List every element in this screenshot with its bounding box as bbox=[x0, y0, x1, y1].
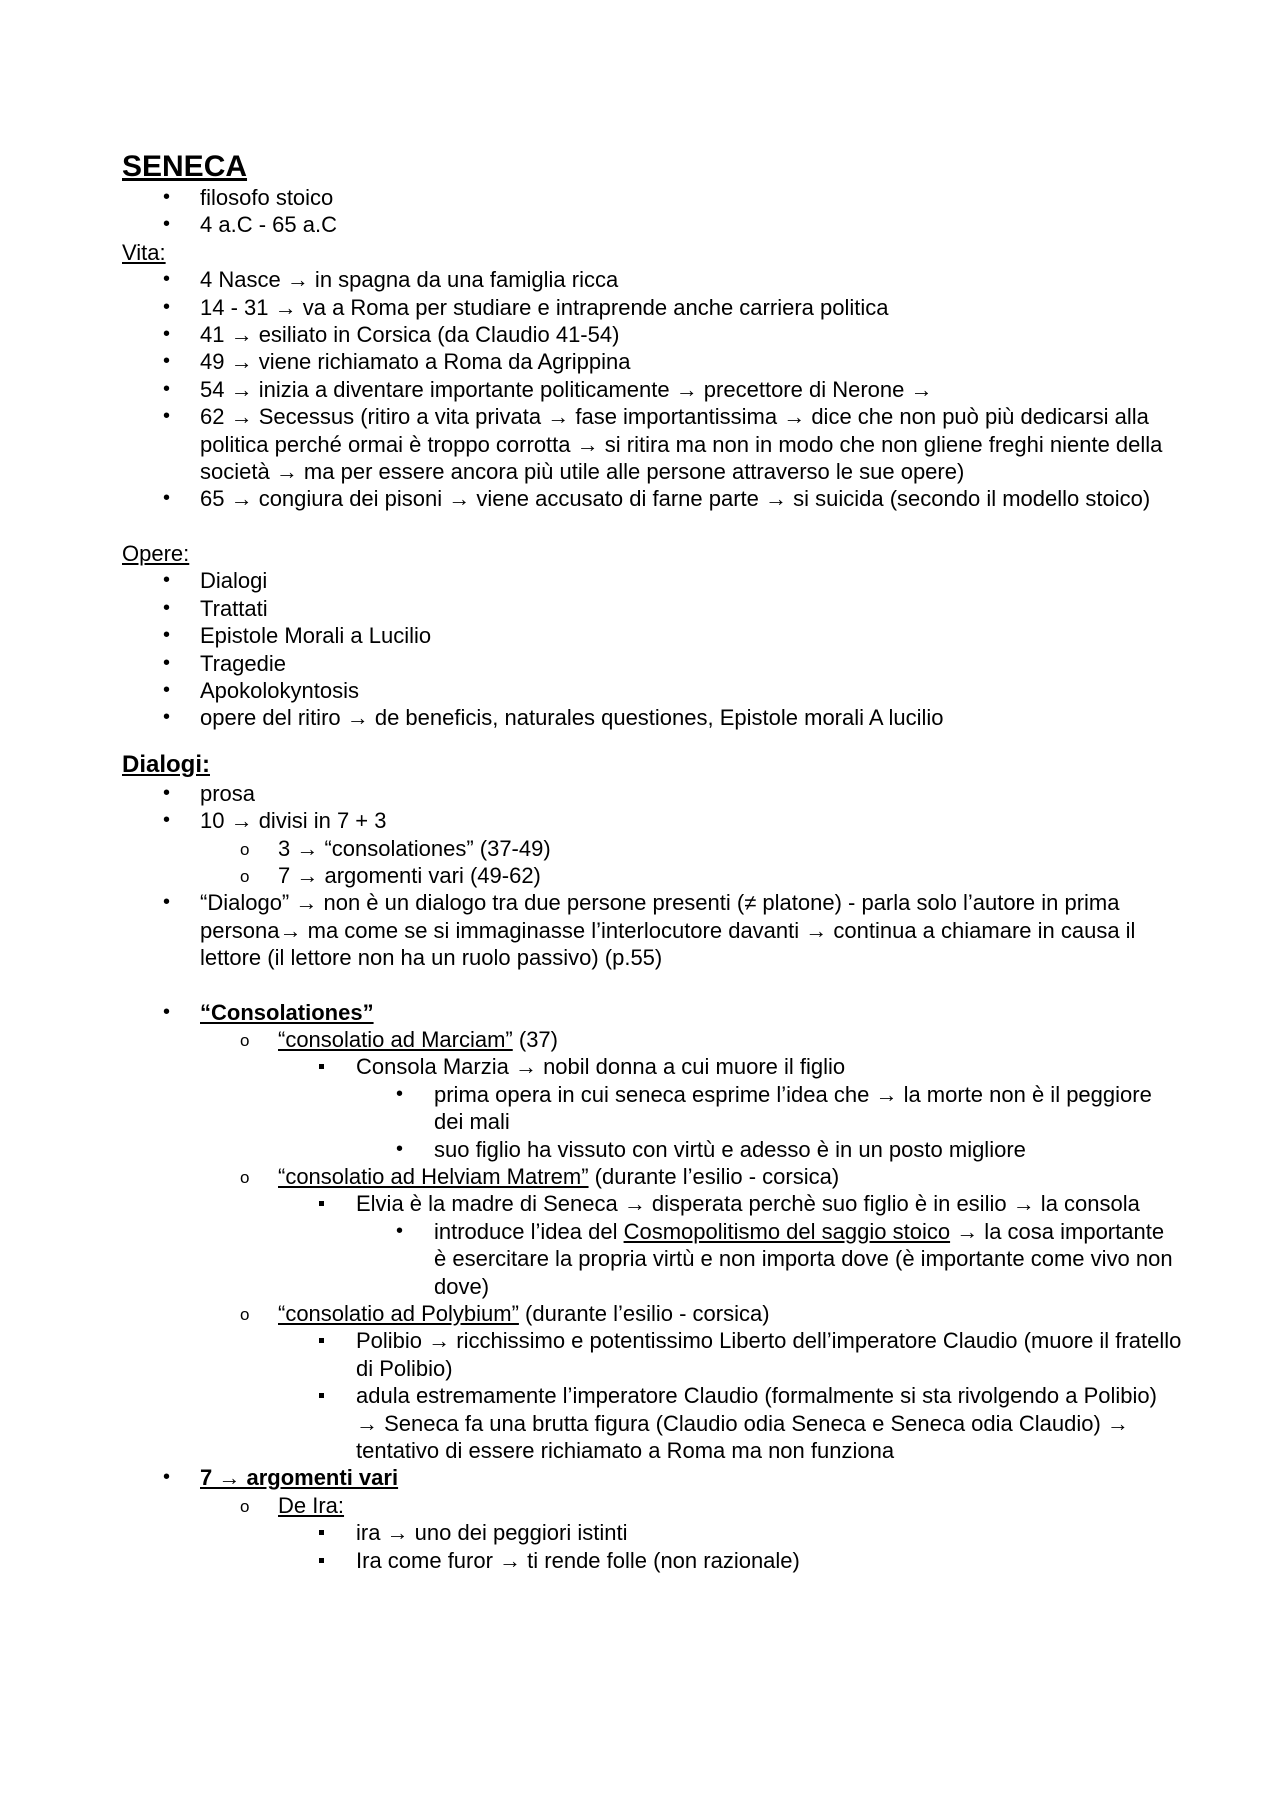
argomenti-heading: 7 → argomenti vari bbox=[200, 1465, 399, 1491]
polybium-suffix: (durante l’esilio - corsica) bbox=[518, 1301, 770, 1327]
list-item: • 4 Nasce → in spagna da una famiglia ricca bbox=[122, 266, 1182, 293]
list-item: • Trattati bbox=[122, 595, 1182, 622]
list-item: • Tragedie bbox=[122, 650, 1182, 677]
list-item: • 41 → esiliato in Corsica (da Claudio 41-54) bbox=[122, 321, 1182, 348]
list-item: • suo figlio ha vissuto con virtù e adesso è in un posto migliore bbox=[356, 1136, 1182, 1163]
list-item bbox=[278, 1190, 1182, 1300]
argomenti-sublist bbox=[200, 1492, 1182, 1574]
list-item: • “Dialogo” → non è un dialogo tra due persone presenti (≠ platone) - parla solo l’autore in prima persona→ ma come se si immaginasse l’interlocutore davanti → continua a chiamare in causa il lettore (il lettore non ha un ruolo passivo) (p.55) bbox=[122, 889, 1182, 971]
list-item: • 49 → viene richiamato a Roma da Agrippina bbox=[122, 348, 1182, 375]
vita-label: Vita: bbox=[122, 239, 166, 265]
helviam-sub-suffix: → la cosa importante è esercitare la propria virtù e non importa dove (è importante come vivo non dove) bbox=[434, 1218, 1173, 1299]
list-item bbox=[356, 1218, 1182, 1300]
marciam-points bbox=[278, 1053, 1182, 1163]
list-item: Polibio → ricchissimo e potentissimo Liberto dell’imperatore Claudio (muore il fratello di Polibio) bbox=[278, 1327, 1182, 1382]
vita-list bbox=[122, 266, 1182, 513]
list-item bbox=[200, 1300, 1182, 1464]
list-item: • Apokolokyntosis bbox=[122, 677, 1182, 704]
list-item: • 62 → Secessus (ritiro a vita privata → fase importantissima → dice che non può più dedicarsi alla politica perché ormai è troppo corrotta → si ritira ma non in modo che non gliene freghi niente della società → ma per essere ancora più utile alle persone attraverso le sue opere) bbox=[122, 403, 1182, 485]
divisi-sublist bbox=[200, 835, 1182, 890]
list-item: • 65 → congiura dei pisoni → viene accusato di farne parte → si suicida (secondo il modello stoico) bbox=[122, 485, 1182, 512]
list-item: • 54 → inizia a diventare importante politicamente → precettore di Nerone → bbox=[122, 376, 1182, 403]
list-item: • filosofo stoico bbox=[122, 184, 1182, 211]
consolationes-heading: “Consolationes” bbox=[200, 999, 374, 1025]
opere-list bbox=[122, 567, 1182, 731]
dialogi-list bbox=[122, 780, 1182, 972]
list-item: • 14 - 31 → va a Roma per studiare e intraprende anche carriera politica bbox=[122, 294, 1182, 321]
opere-label: Opere: bbox=[122, 540, 190, 566]
list-item bbox=[200, 1492, 1182, 1574]
list-item bbox=[122, 999, 1182, 1465]
page-title: SENECA bbox=[122, 150, 248, 183]
list-item bbox=[278, 1053, 1182, 1163]
notes-content bbox=[122, 150, 1182, 1574]
helviam-points bbox=[278, 1190, 1182, 1300]
list-item: • Epistole Morali a Lucilio bbox=[122, 622, 1182, 649]
consolationes-list bbox=[122, 999, 1182, 1575]
list-item: • Dialogi bbox=[122, 567, 1182, 594]
marciam-subpoints bbox=[356, 1081, 1182, 1163]
list-item bbox=[122, 1464, 1182, 1574]
consolationes-sublist bbox=[200, 1026, 1182, 1465]
list-item: o 3 → “consolationes” (37-49) bbox=[200, 835, 1182, 862]
helviam-point: Elvia è la madre di Seneca → disperata perchè suo figlio è in esilio → la consola bbox=[356, 1191, 1140, 1217]
marciam-suffix: (37) bbox=[512, 1026, 558, 1052]
list-item: • 4 a.C - 65 a.C bbox=[122, 211, 1182, 238]
list-item: o 7 → argomenti vari (49-62) bbox=[200, 862, 1182, 889]
helviam-subpoints bbox=[356, 1218, 1182, 1300]
cosmopolitismo-term: Cosmopolitismo del saggio stoico bbox=[623, 1218, 951, 1244]
intro-list bbox=[122, 184, 1182, 239]
de-ira-points bbox=[278, 1519, 1182, 1574]
helviam-title: “consolatio ad Helviam Matrem” bbox=[278, 1164, 589, 1189]
list-item: • prosa bbox=[122, 780, 1182, 807]
list-item: ira → uno dei peggiori istinti bbox=[278, 1519, 1182, 1546]
polybium-title: “consolatio ad Polybium” bbox=[278, 1301, 519, 1327]
list-item: Ira come furor → ti rende folle (non razionale) bbox=[278, 1547, 1182, 1574]
list-item bbox=[122, 807, 1182, 889]
helviam-suffix: (durante l’esilio - corsica) bbox=[588, 1164, 840, 1189]
list-item bbox=[200, 1163, 1182, 1300]
de-ira-title: De Ira: bbox=[278, 1492, 345, 1518]
marciam-point: Consola Marzia → nobil donna a cui muore il figlio bbox=[356, 1054, 846, 1080]
dialogi-heading: Dialogi: bbox=[122, 750, 210, 778]
divisi-text: 10 → divisi in 7 + 3 bbox=[200, 808, 387, 834]
list-item: • opere del ritiro → de beneficis, naturales questiones, Epistole morali A lucilio bbox=[122, 704, 1182, 731]
polybium-points bbox=[278, 1327, 1182, 1464]
helviam-sub-prefix: introduce l’idea del bbox=[434, 1218, 624, 1244]
list-item: • prima opera in cui seneca esprime l’idea che → la morte non è il peggiore dei mali bbox=[356, 1081, 1182, 1136]
marciam-title: “consolatio ad Marciam” bbox=[278, 1026, 513, 1052]
list-item bbox=[200, 1026, 1182, 1163]
list-item: adula estremamente l’imperatore Claudio (formalmente si sta rivolgendo a Polibio) → Seneca fa una brutta figura (Claudio odia Seneca e Seneca odia Claudio) → tentativo di essere richiamato a Roma ma non funziona bbox=[278, 1382, 1182, 1464]
